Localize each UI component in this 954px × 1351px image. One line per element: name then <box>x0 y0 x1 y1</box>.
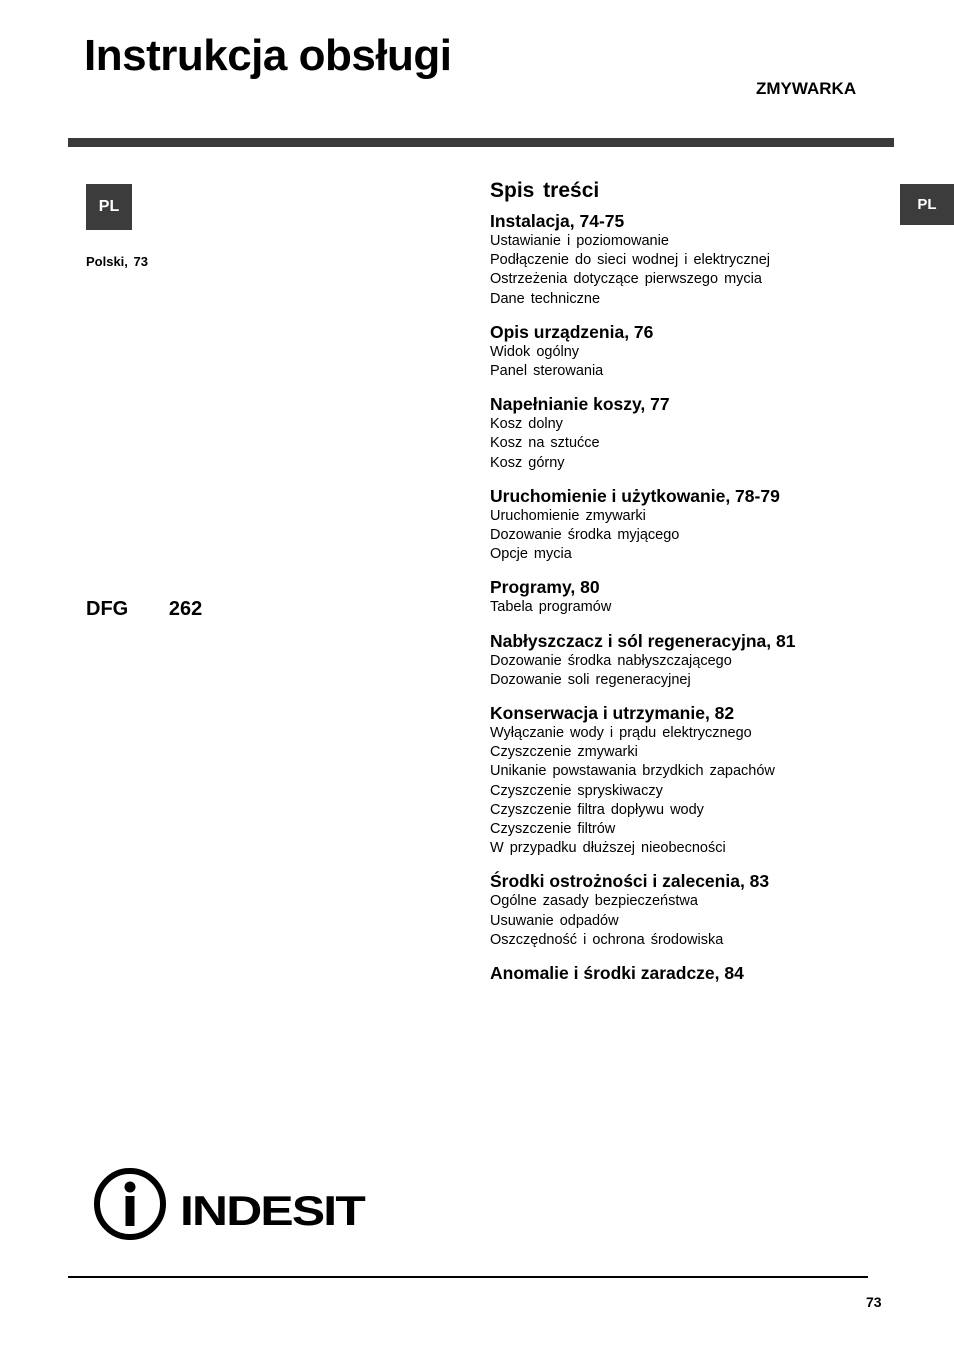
toc-section <box>490 210 890 309</box>
language-badge: PL <box>86 184 132 230</box>
toc-item[interactable]: Podłączenie do sieci wodnej i elektrycznej <box>490 252 771 269</box>
toc-item[interactable]: Dozowanie środka nabłyszczającego <box>490 652 732 669</box>
toc-section <box>490 870 890 950</box>
toc-section-heading[interactable]: Konserwacja i utrzymanie, 82 <box>490 703 735 724</box>
toc-item[interactable]: Widok ogólny <box>490 343 580 360</box>
toc-item[interactable]: Czyszczenie spryskiwaczy <box>490 782 663 799</box>
language-tab[interactable]: PL <box>900 184 954 225</box>
toc-item[interactable]: Oszczędność i ochrona środowiska <box>490 931 724 948</box>
toc-section <box>490 321 890 381</box>
toc-section-heading[interactable]: Uruchomienie i użytkowanie, 78-79 <box>490 485 780 506</box>
toc-section-heading[interactable]: Opis urządzenia, 76 <box>490 321 654 342</box>
brand-logo <box>92 1166 372 1251</box>
indesit-logo-icon <box>92 1166 372 1246</box>
toc-item[interactable]: Kosz górny <box>490 454 565 471</box>
logo-wordmark: INDESIT <box>180 1187 367 1234</box>
toc-item[interactable]: Ostrzeżenia dotyczące pierwszego mycia <box>490 271 762 288</box>
toc-section <box>490 576 890 617</box>
toc-item[interactable]: Czyszczenie filtrów <box>490 821 616 838</box>
toc-item[interactable]: Kosz dolny <box>490 416 563 433</box>
page-number: 73 <box>866 1294 882 1310</box>
toc-section-heading[interactable]: Anomalie i środki zaradcze, 84 <box>490 963 744 984</box>
toc-item[interactable]: Uruchomienie zmywarki <box>490 507 646 524</box>
toc-item[interactable]: Kosz na sztućce <box>490 435 600 452</box>
toc-item[interactable]: Opcje mycia <box>490 546 572 563</box>
toc-sections <box>490 210 890 984</box>
toc-item[interactable]: Ustawianie i poziomowanie <box>490 233 669 249</box>
toc-item[interactable]: Ogólne zasady bezpieczeństwa <box>490 893 698 910</box>
toc-item[interactable]: W przypadku dłuższej nieobecności <box>490 840 726 857</box>
toc-section <box>490 485 890 565</box>
toc-section <box>490 393 890 473</box>
toc-item[interactable]: Unikanie powstawania brzydkich zapachów <box>490 763 775 780</box>
document-title: Instrukcja obsługi <box>84 31 452 80</box>
model-name: DFG 262 <box>86 598 203 620</box>
toc-item[interactable]: Usuwanie odpadów <box>490 912 619 929</box>
table-of-contents <box>490 179 890 996</box>
toc-title: Spis treści <box>490 179 600 202</box>
toc-section <box>490 962 890 984</box>
top-divider <box>68 138 894 147</box>
toc-section-heading[interactable]: Środki ostrożności i zalecenia, 83 <box>490 871 770 892</box>
toc-section <box>490 702 890 858</box>
toc-item[interactable]: Panel sterowania <box>490 363 604 380</box>
product-type-label: ZMYWARKA <box>756 79 857 98</box>
toc-section-heading[interactable]: Programy, 80 <box>490 577 600 598</box>
bottom-divider <box>68 1276 868 1278</box>
toc-section-heading[interactable]: Instalacja, 74-75 <box>490 211 625 231</box>
toc-item[interactable]: Dozowanie soli regeneracyjnej <box>490 671 691 688</box>
toc-item[interactable]: Czyszczenie filtra dopływu wody <box>490 801 704 818</box>
toc-section-heading[interactable]: Napełnianie koszy, 77 <box>490 394 670 415</box>
toc-item[interactable]: Tabela programów <box>490 599 612 616</box>
toc-section <box>490 630 890 690</box>
toc-item[interactable]: Dane techniczne <box>490 290 601 307</box>
toc-section-heading[interactable]: Nabłyszczacz i sól regeneracyjna, 81 <box>490 630 796 651</box>
toc-item[interactable]: Czyszczenie zmywarki <box>490 744 638 761</box>
toc-item[interactable]: Wyłączanie wody i prądu elektrycznego <box>490 725 752 742</box>
language-index-entry: Polski, 73 <box>86 254 148 269</box>
toc-item[interactable]: Dozowanie środka myjącego <box>490 527 680 544</box>
